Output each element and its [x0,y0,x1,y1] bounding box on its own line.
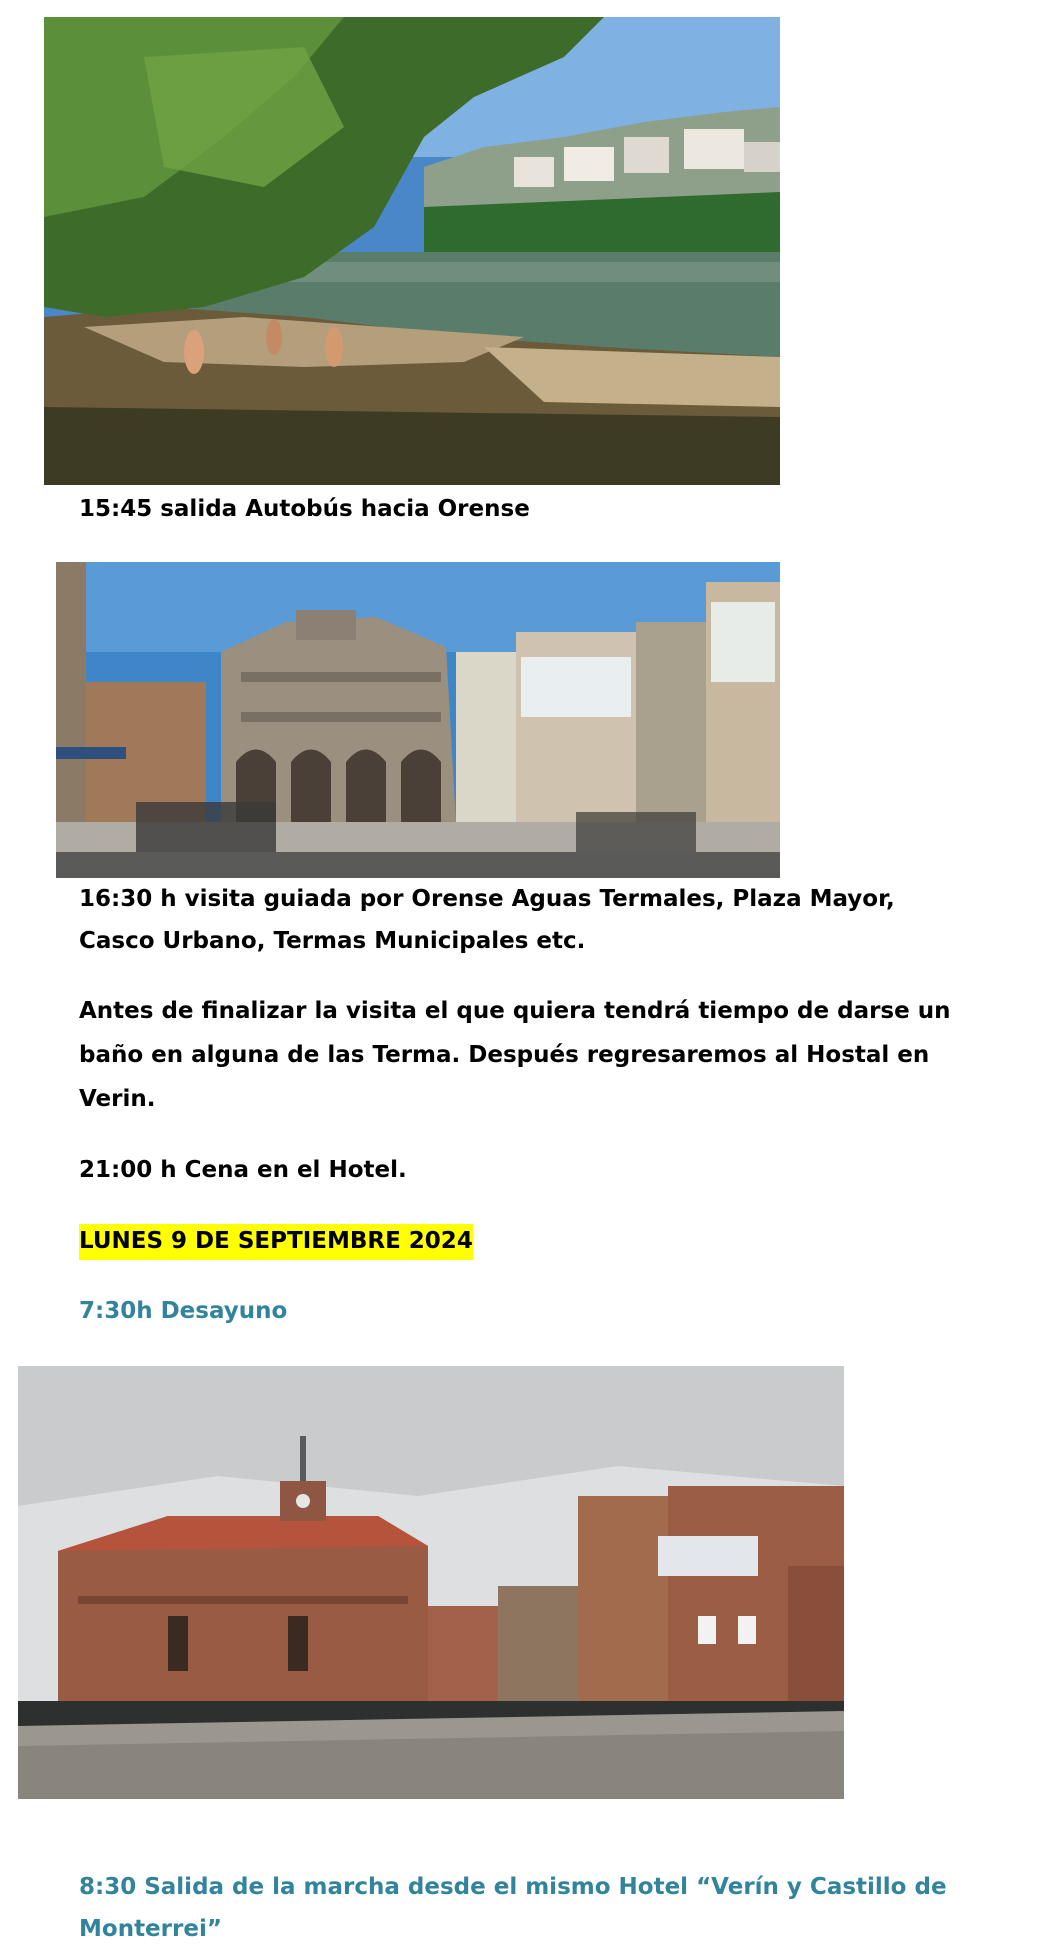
breakfast-text: 7:30h Desayuno [79,1298,288,1324]
guided-visit-line-1: 16:30 h visita guiada por Orense Aguas Termales, Plaza Mayor, [79,886,895,912]
day-heading [79,1220,473,1262]
bath-info-line-2: baño en alguna de las Terma. Después regresaremos al Hostal en [79,1042,930,1068]
guided-visit-line-2: Casco Urbano, Termas Municipales etc. [79,928,586,954]
church-square-photo [18,1366,844,1799]
church-square-image [18,1366,844,1799]
bath-info-line-1: Antes de finalizar la visita el que quiera tendrá tiempo de darse un [79,998,951,1024]
river-baths-image [44,17,780,485]
river-baths-photo [44,17,780,485]
plaza-mayor-photo [56,562,780,878]
day-heading-highlight: LUNES 9 DE SEPTIEMBRE 2024 [79,1224,473,1260]
dinner-text: 21:00 h Cena en el Hotel. [79,1157,407,1183]
departure-bus-text: 15:45 salida Autobús hacia Orense [79,496,530,522]
plaza-mayor-image [56,562,780,878]
bath-info-line-3: Verin. [79,1086,156,1112]
march-start-line-1: 8:30 Salida de la marcha desde el mismo Hotel “Verín y Castillo de [79,1874,947,1900]
march-start-line-2: Monterrei” [79,1916,222,1942]
